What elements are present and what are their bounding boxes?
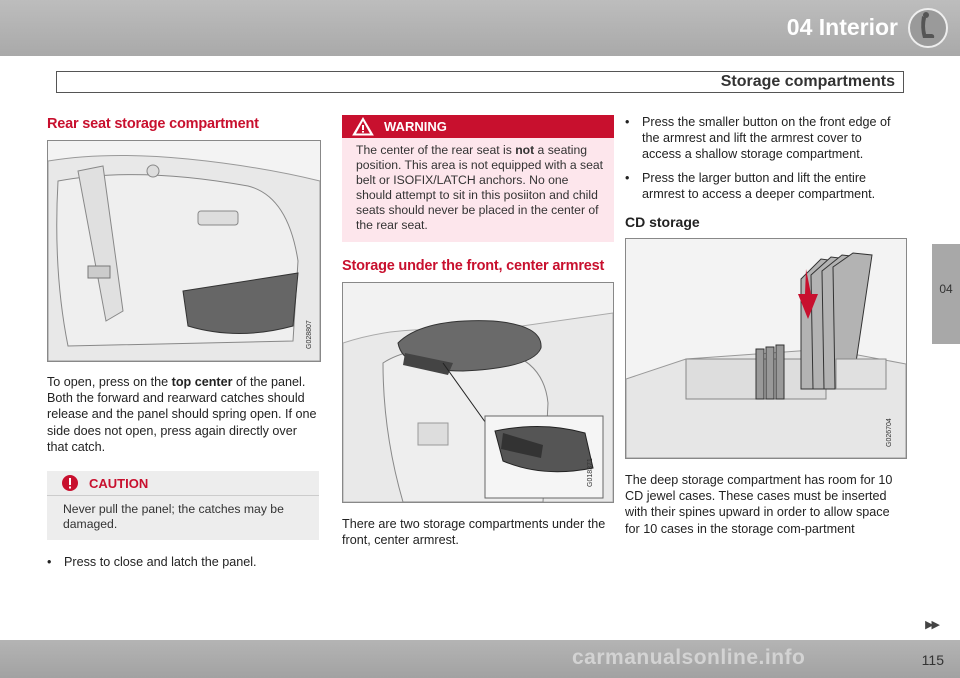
caution-header xyxy=(47,471,319,496)
cd-storage-illustration xyxy=(626,239,906,458)
list-item xyxy=(625,114,897,162)
warning-header xyxy=(342,115,614,138)
rear-seat-heading: Rear seat storage compartment xyxy=(47,116,259,132)
chapter-side-tab xyxy=(932,244,960,344)
next-arrows-icon: ▶▶ xyxy=(925,619,938,631)
figure-code: G018371 xyxy=(587,458,594,487)
cd-storage-figure xyxy=(625,238,907,459)
warning-text xyxy=(342,138,614,242)
page-footer xyxy=(0,640,960,678)
side-tab-label: 04 xyxy=(939,282,953,296)
para-text: To open, press on the xyxy=(47,375,172,389)
caution-box xyxy=(47,471,319,540)
section-bar xyxy=(56,71,904,93)
figure-code: G026704 xyxy=(886,418,893,447)
warning-box xyxy=(342,115,614,242)
page-number: 115 xyxy=(921,652,944,668)
column-middle xyxy=(342,100,614,548)
chapter-title: 04 Interior xyxy=(786,14,898,40)
cd-storage-paragraph: The deep storage compartment has room for 10 CD jewel cases. These cases must be inserted with their spines upward in order to allow space for 10 cases in the storage com-partment xyxy=(625,473,893,536)
warning-text-part: The center of the rear seat is xyxy=(356,143,516,157)
warning-text-part: a seating position. This area is not equipped with a seat belt or ISOFIX/LATCH anchors. No one should attempt to sit in this posiiton and child seats should never be placed in the center of the rear seat. xyxy=(356,143,604,232)
bullet-text: Press the smaller button on the front edge of the armrest and lift the armrest cover to access a shallow storage compartment. xyxy=(642,115,891,161)
watermark: carmanualsonline.info xyxy=(572,646,806,669)
warning-label: WARNING xyxy=(384,119,447,134)
seat-icon xyxy=(906,6,950,50)
bullet-text: Press to close and latch the panel. xyxy=(64,555,257,570)
caution-text: Never pull the panel; the catches may be damaged. xyxy=(63,502,284,532)
rear-seat-illustration xyxy=(48,141,320,361)
bullet-dot-icon: • xyxy=(625,171,630,185)
bullet-dot-icon: • xyxy=(47,555,52,570)
list-item xyxy=(47,554,319,570)
rear-seat-paragraph xyxy=(47,374,319,455)
column-right xyxy=(625,100,897,537)
column-left xyxy=(47,100,319,578)
cd-storage-heading: CD storage xyxy=(625,214,700,230)
figure-code: G028807 xyxy=(306,320,313,349)
armrest-paragraph: There are two storage compartments under the front, center armrest. xyxy=(342,517,606,548)
armrest-figure xyxy=(342,282,614,503)
caution-icon xyxy=(61,474,79,492)
armrest-heading: Storage under the front, center armrest xyxy=(342,258,605,274)
rear-seat-figure xyxy=(47,140,321,362)
list-item xyxy=(625,170,897,202)
caution-label: CAUTION xyxy=(89,476,149,492)
para-text: of the panel. Both the forward and rearward catches should release and the panel should spring open. If one side does not open, press again directly over that catch. xyxy=(47,375,317,454)
para-bold: top center xyxy=(171,375,233,389)
warning-bold: not xyxy=(515,143,535,157)
bullet-text: Press the larger button and lift the entire armrest to access a deeper compartment. xyxy=(642,171,876,201)
bullet-dot-icon: • xyxy=(625,115,630,129)
chapter-header xyxy=(0,0,960,56)
armrest-illustration xyxy=(343,283,613,502)
section-title: Storage compartments xyxy=(720,73,895,90)
warning-triangle-icon xyxy=(352,117,374,136)
